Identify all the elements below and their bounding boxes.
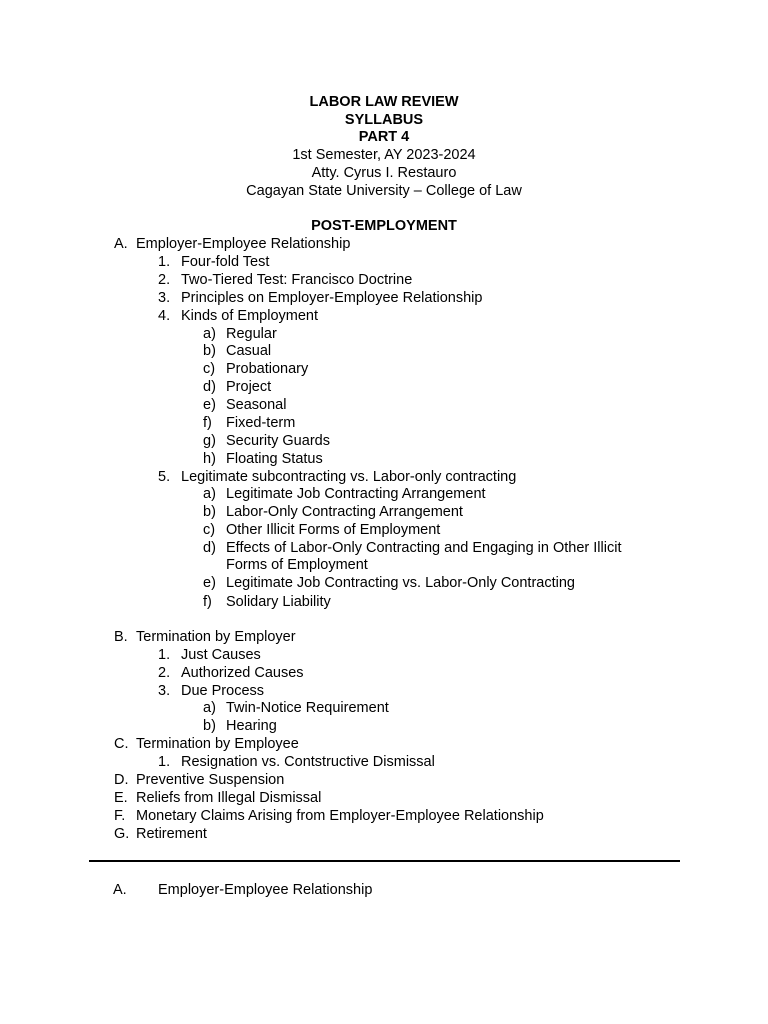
item-label: d) xyxy=(203,540,216,556)
item-text: Just Causes xyxy=(181,647,261,663)
item-text: Legitimate subcontracting vs. Labor-only contracting xyxy=(181,469,517,485)
item-label: A. xyxy=(114,236,128,252)
item-label: 3. xyxy=(158,290,171,306)
item-text: Four-fold Test xyxy=(181,254,270,270)
item-label: 2. xyxy=(158,665,171,681)
item-label: D. xyxy=(114,772,129,788)
item-text: Two-Tiered Test: Francisco Doctrine xyxy=(181,272,413,288)
item-text: Principles on Employer-Employee Relationship xyxy=(181,290,483,306)
item-label: G. xyxy=(114,826,130,842)
item-text: Kinds of Employment xyxy=(181,308,319,324)
item-label: B. xyxy=(114,629,128,645)
item-label: 1. xyxy=(158,647,171,663)
item-label: e) xyxy=(203,397,216,413)
item-text: Employer-Employee Relationship xyxy=(136,236,351,252)
item-label: e) xyxy=(203,575,216,591)
item-label: c) xyxy=(203,522,216,538)
item-label: a) xyxy=(203,486,216,502)
item-text: Security Guards xyxy=(226,433,330,449)
item-text: Floating Status xyxy=(226,451,323,467)
item-label: a) xyxy=(203,700,216,716)
item-label: F. xyxy=(114,808,126,824)
doc-semester: 1st Semester, AY 2023-2024 xyxy=(292,147,476,163)
item-label: g) xyxy=(203,433,216,449)
item-label: h) xyxy=(203,451,216,467)
item-text: Other Illicit Forms of Employment xyxy=(226,522,441,538)
doc-part: PART 4 xyxy=(358,129,410,145)
item-text: Seasonal xyxy=(226,397,287,413)
item-label: b) xyxy=(203,343,216,359)
item-text: Casual xyxy=(226,343,272,359)
doc-school: Cagayan State University – College of Law xyxy=(246,183,522,199)
item-text: Twin-Notice Requirement xyxy=(226,700,389,716)
item-text: Reliefs from Illegal Dismissal xyxy=(136,790,322,806)
item-label: f) xyxy=(203,415,212,431)
item-label: a) xyxy=(203,326,216,342)
item-text: Solidary Liability xyxy=(226,594,331,610)
item-text: Termination by Employee xyxy=(136,736,299,752)
item-text: Fixed-term xyxy=(226,415,296,431)
item-text-continued: Forms of Employment xyxy=(226,557,368,573)
item-text: Labor-Only Contracting Arrangement xyxy=(226,504,463,520)
item-text: Hearing xyxy=(226,718,277,734)
item-text: Effects of Labor-Only Contracting and Engaging in Other Illicit xyxy=(226,540,622,556)
item-label: 1. xyxy=(158,254,171,270)
item-label: b) xyxy=(203,504,216,520)
item-label: C. xyxy=(114,736,129,752)
item-label: 5. xyxy=(158,469,171,485)
item-label: A. xyxy=(113,882,127,898)
doc-title: LABOR LAW REVIEW xyxy=(309,94,459,110)
item-label: 4. xyxy=(158,308,171,324)
item-label: 3. xyxy=(158,683,171,699)
item-text: Termination by Employer xyxy=(136,629,296,645)
item-text: Employer-Employee Relationship xyxy=(158,882,373,898)
item-text: Resignation vs. Contstructive Dismissal xyxy=(181,754,435,770)
item-text: Monetary Claims Arising from Employer-Employee Relationship xyxy=(136,808,544,824)
item-label: d) xyxy=(203,379,216,395)
section-title: POST-EMPLOYMENT xyxy=(311,218,457,234)
item-text: Retirement xyxy=(136,826,207,842)
item-text: Due Process xyxy=(181,683,265,699)
item-text: Authorized Causes xyxy=(181,665,304,681)
item-label: E. xyxy=(114,790,128,806)
item-text: Regular xyxy=(226,326,277,342)
item-label: 1. xyxy=(158,754,171,770)
item-text: Legitimate Job Contracting vs. Labor-Only Contracting xyxy=(226,575,575,591)
doc-subtitle: SYLLABUS xyxy=(344,112,424,128)
item-label: b) xyxy=(203,718,216,734)
item-label: c) xyxy=(203,361,216,377)
item-text: Probationary xyxy=(226,361,309,377)
item-label: 2. xyxy=(158,272,171,288)
section-divider xyxy=(89,860,680,862)
item-text: Project xyxy=(226,379,272,395)
doc-instructor: Atty. Cyrus I. Restauro xyxy=(311,165,457,181)
item-text: Legitimate Job Contracting Arrangement xyxy=(226,486,486,502)
item-text: Preventive Suspension xyxy=(136,772,285,788)
item-label: f) xyxy=(203,594,212,610)
